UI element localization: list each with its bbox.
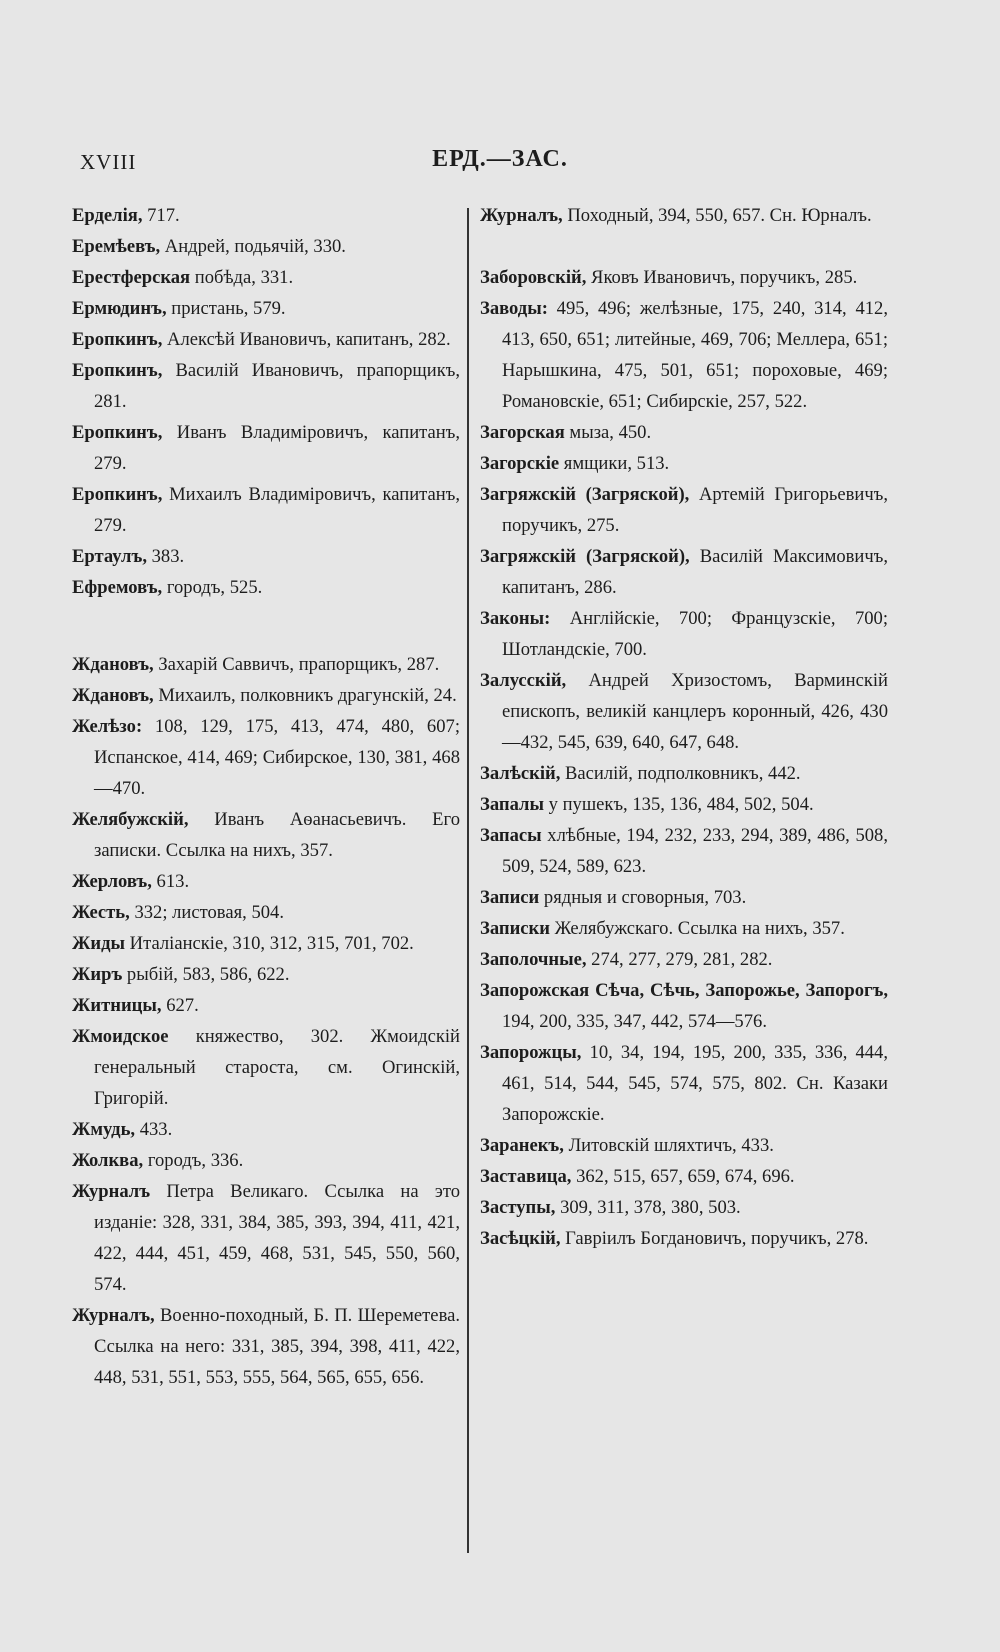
index-entry: [72, 711, 460, 804]
index-entry-headword: Загряжскій (Загряской),: [480, 546, 690, 567]
index-entry: [72, 649, 460, 680]
index-entry-text: Василій Ивановичъ, прапорщикъ, 281.: [94, 360, 460, 412]
index-entry-headword: Запалы: [480, 794, 544, 815]
index-entry-headword: Заводы:: [480, 298, 548, 319]
index-entry: [72, 959, 460, 990]
letter-section-gap: [72, 603, 460, 649]
index-entry: [480, 262, 888, 293]
index-entry: [480, 603, 888, 665]
index-entry-headword: Заборовскій,: [480, 267, 587, 288]
index-entry-headword: Ертаулъ,: [72, 546, 147, 567]
index-entry: [72, 324, 460, 355]
index-entry-text: Михаилъ, полковникъ драгунскій, 24.: [153, 685, 457, 706]
index-entry-headword: Еропкинъ,: [72, 422, 163, 443]
index-entry-headword: Журналъ: [72, 1181, 151, 1202]
index-entry-text: хлѣбные, 194, 232, 233, 294, 389, 486, 508, 509, 524, 589, 623.: [502, 825, 888, 877]
index-entry-headword: Запасы: [480, 825, 542, 846]
index-entry: [480, 820, 888, 882]
index-entry: [480, 758, 888, 789]
index-entry-text: Походный, 394, 550, 657. Сн. Юрналъ.: [562, 205, 872, 226]
index-entry-headword: Журналъ,: [480, 205, 563, 226]
index-entry-text: Андрей, подьячій, 330.: [160, 236, 346, 257]
index-entry: [72, 804, 460, 866]
index-entry-headword: Запорожцы,: [480, 1042, 582, 1063]
index-entry: [72, 897, 460, 928]
index-entry: [72, 1145, 460, 1176]
index-entry: [72, 572, 460, 603]
running-head: ЕРД.—ЗАС.: [432, 146, 568, 172]
index-entry-text: Захарій Саввичъ, прапорщикъ, 287.: [153, 654, 440, 675]
index-entry: [72, 1021, 460, 1114]
index-entry-text: побѣда, 331.: [190, 267, 294, 288]
index-entry: [72, 680, 460, 711]
index-entry-headword: Загряжскій (Загряской),: [480, 484, 690, 505]
index-entry-text: 495, 496; желѣзные, 175, 240, 314, 412, 413, 650, 651; литейные, 469, 706; Меллера, 651; Нарышкина, 475, 501, 651; пороховые, 469; Романовскіе, 651; Сибирскіе, 257, 522.: [502, 298, 888, 412]
index-entry: [72, 1300, 460, 1393]
index-entry-headword: Желѣзо:: [72, 716, 143, 737]
index-entry: [480, 200, 888, 231]
index-entry-headword: Ерестферская: [72, 267, 191, 288]
index-entry-text: Иванъ Аѳанасьевичъ. Его записки. Ссылка на нихъ, 357.: [94, 809, 460, 861]
index-entry-text: пристань, 579.: [166, 298, 286, 319]
index-entry-headword: Житницы,: [72, 995, 162, 1016]
index-entry: [72, 928, 460, 959]
index-entry: [480, 448, 888, 479]
index-entry-headword: Ефремовъ,: [72, 577, 163, 598]
index-entry-headword: Законы:: [480, 608, 551, 629]
index-entry-headword: Заранекъ,: [480, 1135, 564, 1156]
index-entry: [72, 1114, 460, 1145]
index-entry-headword: Жиръ: [72, 964, 123, 985]
index-entry-headword: Загорскіе: [480, 453, 560, 474]
index-entry: [72, 479, 460, 541]
index-entry-text: Иванъ Владиміровичъ, капитанъ, 279.: [94, 422, 460, 474]
index-entry-text: ямщики, 513.: [559, 453, 670, 474]
index-entry-text: 717.: [142, 205, 180, 226]
index-entry: [72, 355, 460, 417]
index-entry-headword: Жерловъ,: [72, 871, 152, 892]
index-entry-text: городъ, 336.: [143, 1150, 244, 1171]
index-entry: [480, 944, 888, 975]
index-entry: [72, 541, 460, 572]
index-entry: [72, 1176, 460, 1300]
index-entry-text: 627.: [161, 995, 199, 1016]
index-entry-headword: Еремѣевъ,: [72, 236, 161, 257]
column-divider: [467, 208, 469, 1553]
index-entry: [72, 200, 460, 231]
index-entry-text: Андрей Хризостомъ, Варминскій епископъ, великій канцлеръ коронный, 426, 430—432, 545, 639, 640, 647, 648.: [502, 670, 888, 753]
index-entry-text: 309, 311, 378, 380, 503.: [555, 1197, 741, 1218]
index-entry-text: Василій, подполковникъ, 442.: [560, 763, 801, 784]
index-entry-headword: Жмоидское: [72, 1026, 169, 1047]
index-entry-text: 362, 515, 657, 659, 674, 696.: [571, 1166, 795, 1187]
index-entry-headword: Ждановъ,: [72, 654, 154, 675]
index-column-left: [72, 200, 460, 1393]
index-entry-headword: Ерделія,: [72, 205, 143, 226]
index-entry-text: 332; листовая, 504.: [129, 902, 284, 923]
index-entry-headword: Загорская: [480, 422, 565, 443]
index-entry: [480, 479, 888, 541]
index-entry-text: Англійскіе, 700; Французскіе, 700; Шотландскіе, 700.: [502, 608, 888, 660]
index-entry-text: Желябужскаго. Ссылка на нихъ, 357.: [549, 918, 845, 939]
index-entry: [480, 293, 888, 417]
index-entry: [480, 975, 888, 1037]
index-entry-headword: Жесть,: [72, 902, 130, 923]
index-entry: [480, 913, 888, 944]
index-entry-text: городъ, 525.: [162, 577, 263, 598]
index-entry-text: 613.: [151, 871, 190, 892]
index-entry-headword: Заставица,: [480, 1166, 572, 1187]
index-entry-headword: Жолква,: [72, 1150, 144, 1171]
index-entry-text: 10, 34, 194, 195, 200, 335, 336, 444, 461, 514, 544, 545, 574, 575, 802. Сн. Казаки Запорожскіе.: [502, 1042, 888, 1125]
index-entry-text: Алексѣй Ивановичъ, капитанъ, 282.: [162, 329, 451, 350]
index-entry-text: рыбій, 583, 586, 622.: [122, 964, 290, 985]
index-entry-headword: Заполочные,: [480, 949, 587, 970]
index-entry-text: Михаилъ Владиміровичъ, капитанъ, 279.: [94, 484, 460, 536]
index-entry-headword: Записи: [480, 887, 540, 908]
index-entry-text: Италіанскіе, 310, 312, 315, 701, 702.: [125, 933, 414, 954]
index-entry-headword: Залѣскій,: [480, 763, 561, 784]
index-entry: [480, 665, 888, 758]
index-entry: [72, 866, 460, 897]
index-entry-headword: Журналъ,: [72, 1305, 155, 1326]
index-entry: [480, 417, 888, 448]
index-entry: [480, 789, 888, 820]
index-entry-headword: Еропкинъ,: [72, 484, 163, 505]
index-entry: [72, 990, 460, 1021]
index-entry-headword: Ждановъ,: [72, 685, 154, 706]
index-entry: [480, 1161, 888, 1192]
index-entry-headword: Запорожская Сѣча, Сѣчь, Запорожье, Запорогъ,: [480, 980, 888, 1001]
index-entry-text: Гавріилъ Богдановичъ, поручикъ, 278.: [560, 1228, 869, 1249]
index-entry-text: Василій Максимовичъ, капитанъ, 286.: [502, 546, 888, 598]
index-entry: [480, 1192, 888, 1223]
index-entry-text: мыза, 450.: [564, 422, 652, 443]
index-entry-headword: Залусскій,: [480, 670, 567, 691]
index-entry-text: 383.: [146, 546, 185, 567]
index-entry: [480, 1037, 888, 1130]
index-entry-headword: Засѣцкій,: [480, 1228, 561, 1249]
index-entry-headword: Жиды: [72, 933, 126, 954]
letter-section-gap: [480, 231, 888, 262]
index-entry-headword: Еропкинъ,: [72, 329, 163, 350]
index-entry: [72, 231, 460, 262]
index-entry-text: 108, 129, 175, 413, 474, 480, 607; Испанское, 414, 469; Сибирское, 130, 381, 468—470.: [94, 716, 460, 799]
index-entry: [72, 293, 460, 324]
index-entry-text: 274, 277, 279, 281, 282.: [586, 949, 773, 970]
index-entry: [480, 1130, 888, 1161]
index-entry-text: княжество, 302. Жмоидскій генеральный староста, см. Огинскій, Григорій.: [94, 1026, 460, 1109]
index-column-right: [480, 200, 888, 1254]
index-entry-headword: Желябужскій,: [72, 809, 189, 830]
index-entry-text: Артемій Григорьевичъ, поручикъ, 275.: [502, 484, 888, 536]
index-entry-headword: Жмудь,: [72, 1119, 136, 1140]
index-entry-headword: Ермюдинъ,: [72, 298, 167, 319]
index-entry-text: у пушекъ, 135, 136, 484, 502, 504.: [544, 794, 814, 815]
index-entry-text: Военно-походный, Б. П. Шереметева. Ссылка на него: 331, 385, 394, 398, 411, 422, 448, 531, 551, 553, 555, 564, 565, 655, 656.: [94, 1305, 460, 1388]
index-entry-text: 194, 200, 335, 347, 442, 574—576.: [502, 1011, 767, 1032]
page-folio: XVIII: [80, 150, 137, 174]
index-entry-text: Литовскій шляхтичъ, 433.: [563, 1135, 774, 1156]
index-entry: [480, 882, 888, 913]
index-entry-text: 433.: [135, 1119, 173, 1140]
index-entry-text: рядныя и сговорныя, 703.: [539, 887, 747, 908]
index-entry-text: Петра Великаго. Ссылка на это изданіе: 328, 331, 384, 385, 393, 394, 411, 421, 422, 444, 451, 459, 468, 531, 545, 550, 560, 574.: [94, 1181, 460, 1295]
index-entry-headword: Записки: [480, 918, 550, 939]
index-entry: [72, 262, 460, 293]
index-entry-headword: Заступы,: [480, 1197, 556, 1218]
index-entry-headword: Еропкинъ,: [72, 360, 163, 381]
index-entry: [480, 541, 888, 603]
index-entry: [480, 1223, 888, 1254]
index-entry-text: Яковъ Ивановичъ, поручикъ, 285.: [586, 267, 858, 288]
index-entry: [72, 417, 460, 479]
